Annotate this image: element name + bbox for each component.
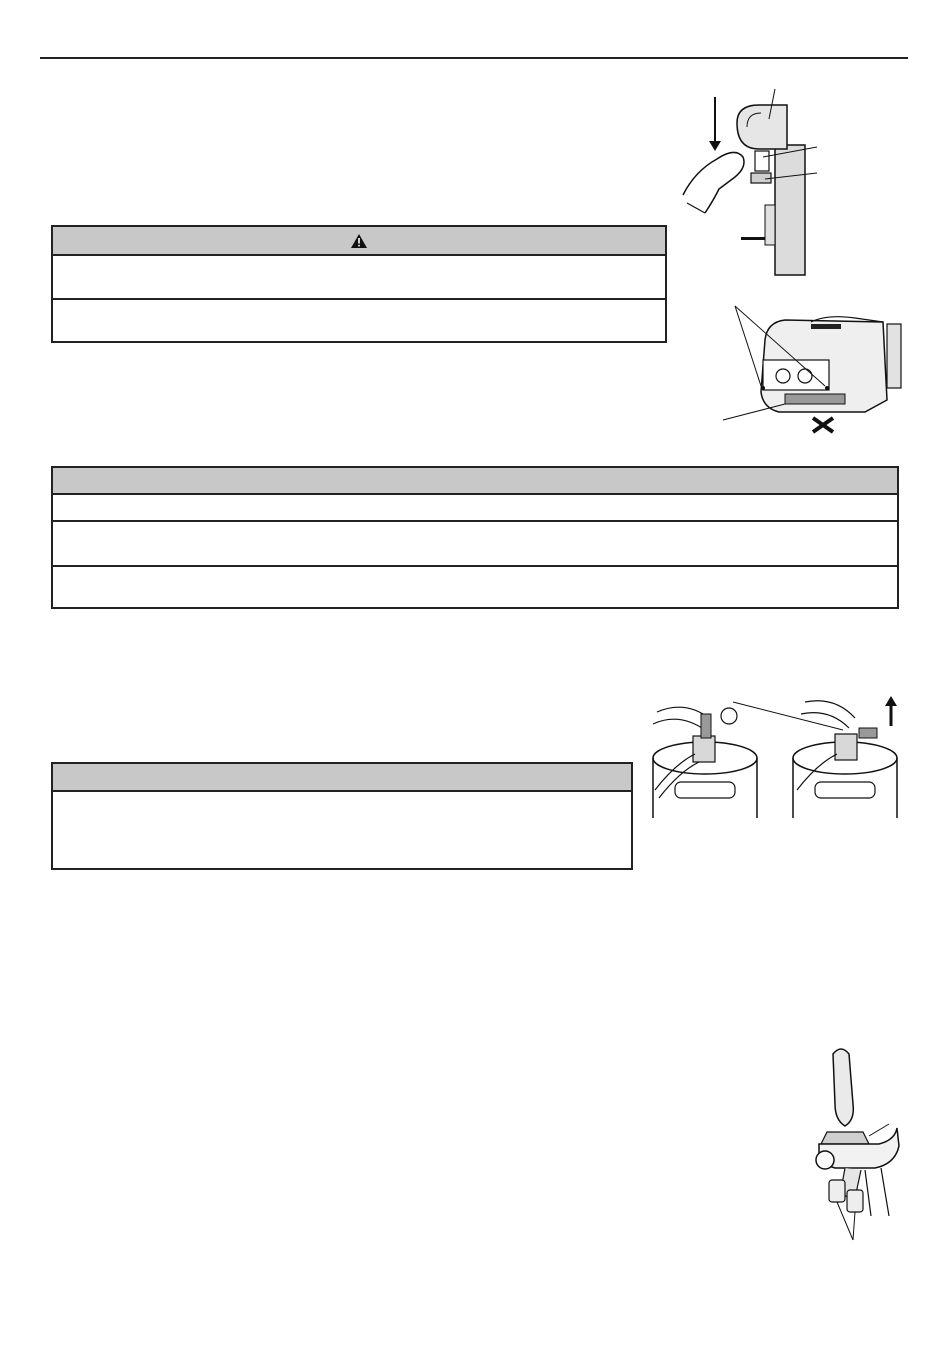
info-table-header xyxy=(53,468,897,495)
warning-row-2 xyxy=(53,300,665,341)
hand-pressing-cover-figure xyxy=(675,85,825,280)
info-table-row-1 xyxy=(53,495,897,522)
dispenser-unit-figure xyxy=(715,300,910,435)
keg-coupler-figure xyxy=(645,690,905,825)
notice-body xyxy=(53,792,631,868)
warning-box xyxy=(51,225,667,343)
warning-row-1 xyxy=(53,256,665,300)
notice-box xyxy=(51,762,633,870)
info-table-row-2 xyxy=(53,522,897,567)
top-rule xyxy=(40,57,908,59)
warning-header xyxy=(53,227,665,256)
notice-header xyxy=(53,764,631,792)
info-table-row-3 xyxy=(53,567,897,607)
warning-triangle-icon xyxy=(351,234,367,248)
tap-handle-figure xyxy=(805,1040,915,1250)
info-table xyxy=(51,466,899,609)
